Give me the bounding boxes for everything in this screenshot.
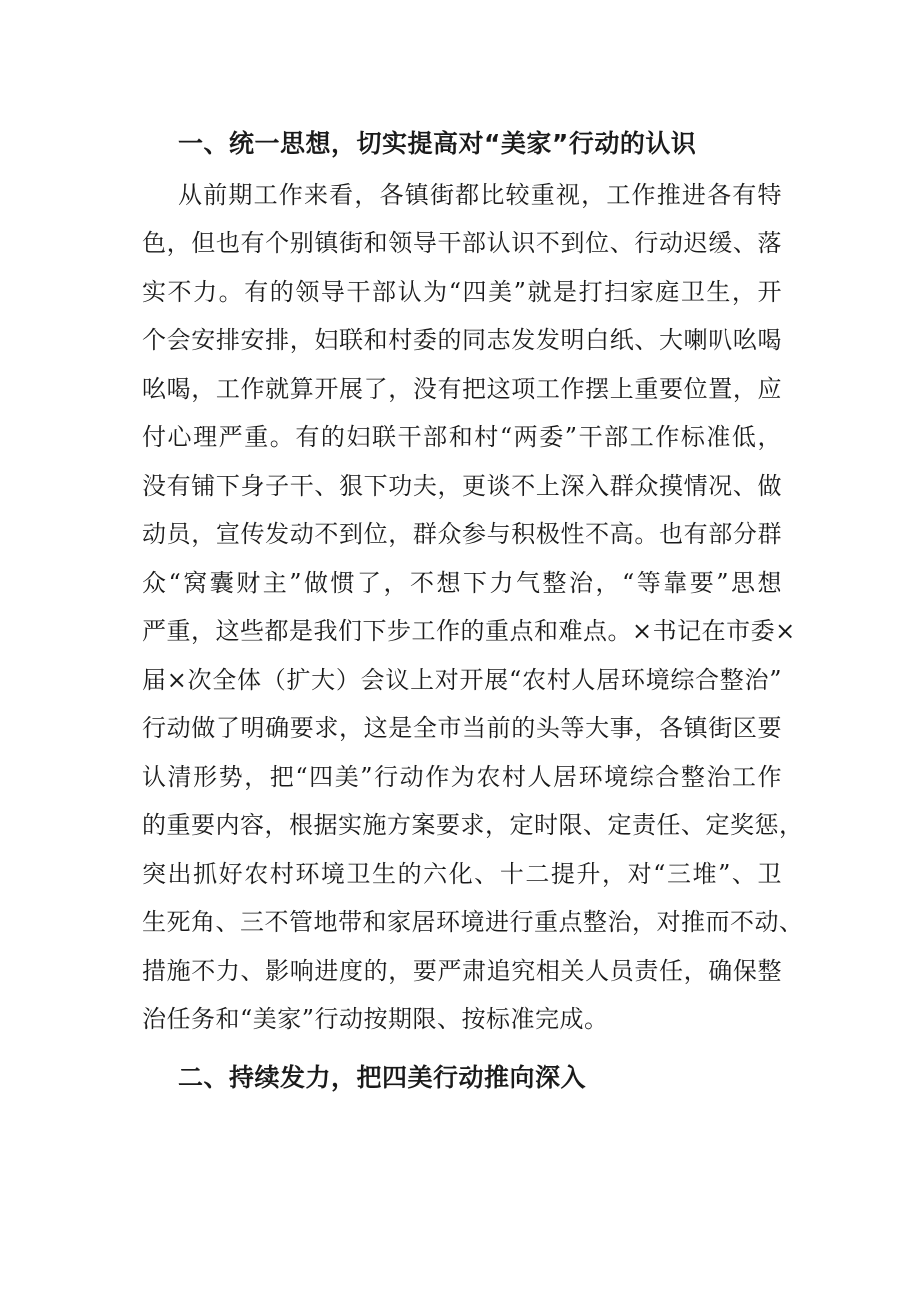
section-heading-1: 一、统一思想，切实提高对“美家”行动的认识 <box>178 129 697 158</box>
paragraph-line: 严重，这些都是我们下步工作的重点和难点。×书记在市委× <box>142 617 796 645</box>
paragraph-line: 没有铺下身子干、狠下功夫，更谈不上深入群众摸情况、做 <box>142 472 782 500</box>
paragraph-line: 众“窝囊财主”做惯了，不想下力气整治，“等靠要”思想 <box>142 569 782 597</box>
paragraph-line: 生死角、三不管地带和家居环境进行重点整治，对推而不动、 <box>142 908 804 936</box>
paragraph-line: 突出抓好农村环境卫生的六化、十二提升，对“三堆”、卫 <box>142 860 782 888</box>
paragraph-line: 吆喝，工作就算开展了，没有把这项工作摆上重要位置，应 <box>142 375 782 403</box>
paragraph-line: 届×次全体（扩大）会议上对开展“农村人居环境综合整治” <box>142 666 782 694</box>
paragraph-line: 措施不力、影响进度的，要严肃追究相关人员责任，确保整 <box>142 957 782 985</box>
paragraph-line: 个会安排安排，妇联和村委的同志发发明白纸、大喇叭吆喝 <box>142 326 782 354</box>
paragraph-line: 认清形势，把“四美”行动作为农村人居环境综合整治工作 <box>142 763 782 791</box>
paragraph-line: 治任务和“美家”行动按期限、按标准完成。 <box>142 1005 609 1033</box>
paragraph-line: 从前期工作来看，各镇街都比较重视，工作推进各有特 <box>178 181 782 209</box>
paragraph-line: 行动做了明确要求，这是全市当前的头等大事，各镇街区要 <box>142 714 782 742</box>
paragraph-line: 动员，宣传发动不到位，群众参与积极性不高。也有部分群 <box>142 520 782 548</box>
paragraph-line: 的重要内容，根据实施方案要求，定时限、定责任、定奖惩， <box>142 811 804 839</box>
paragraph-line: 实不力。有的领导干部认为“四美”就是打扫家庭卫生，开 <box>142 278 782 306</box>
paragraph-line: 付心理严重。有的妇联干部和村“两委”干部工作标准低， <box>142 423 782 451</box>
paragraph-line: 色，但也有个别镇街和领导干部认识不到位、行动迟缓、落 <box>142 229 782 257</box>
section-heading-2: 二、持续发力，把四美行动推向深入 <box>178 1063 587 1092</box>
